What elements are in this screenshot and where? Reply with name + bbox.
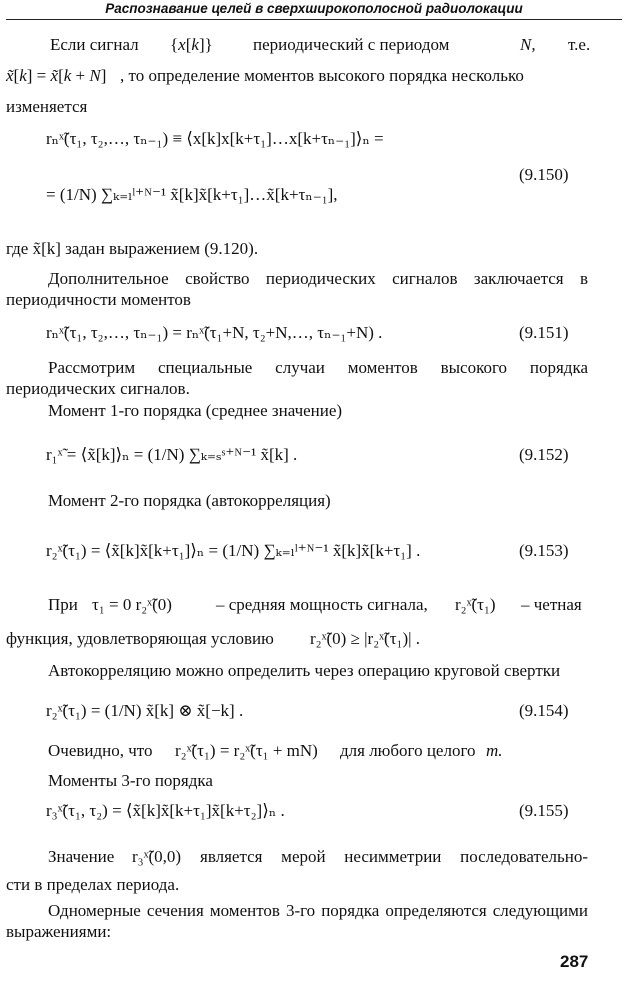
- p3-text: Дополнительное свойство периодических сигналов заключается в периодичности моментов: [6, 269, 588, 309]
- formula-m: m.: [486, 741, 503, 760]
- header-rule: [6, 19, 622, 20]
- formula-N: N,: [520, 35, 536, 54]
- p1-word-esli: Если сигнал: [50, 35, 139, 54]
- p9-text-a: Очевидно, что: [48, 741, 153, 760]
- p6-text: Момент 2-го порядка (автокорреляция): [48, 491, 331, 510]
- p2-text: где x̃[k] задан выражением (9.120).: [6, 239, 259, 258]
- equation-9-150-line2: = (1/N) ∑ₖ₌ₗˡ⁺ᴺ⁻¹ x̃[k]x̃[k+τ₁]…x̃[k+τₙ₋₁],: [46, 185, 338, 204]
- formula-tau-zero: τ₁ = 0 r₂ˣ̃(0): [92, 595, 172, 614]
- p7-text-even: – четная: [521, 595, 582, 614]
- p1-te: т.е.: [568, 35, 591, 54]
- running-header-title: Распознавание целей в сверхширокополосной радиолокации: [105, 1, 523, 16]
- formula-signal: {x[k]}: [170, 35, 213, 54]
- p7-text-line2: функция, удовлетворяющая условию: [6, 629, 274, 648]
- formula-r2-tau: r₂ˣ̃(τ₁): [455, 595, 496, 614]
- formula-periodicity: x̃[k] = x̃[k + N]: [6, 66, 107, 85]
- equation-number-9-150: (9.150): [519, 165, 569, 184]
- equation-number-9-151: (9.151): [519, 323, 569, 342]
- equation-9-150-line1: rₙˣ̃(τ₁, τ₂,…, τₙ₋₁) ≡ ⟨x[k]x[k+τ₁]…x[k+τₙ₋₁]⟩ₙ =: [46, 129, 384, 148]
- equation-9-154: r₂ˣ̃(τ₁) = (1/N) x̃[k] ⊗ x̃[−k] .: [46, 701, 244, 720]
- p12-text: Одномерные сечения моментов 3-го порядка определяются следующими выражениями:: [6, 901, 588, 941]
- formula-periodic-r2: r₂ˣ̃(τ₁) = r₂ˣ̃(τ₁ + mN): [175, 741, 318, 760]
- p10-text: Моменты 3-го порядка: [48, 771, 213, 790]
- p7-word-pri: При: [48, 595, 78, 614]
- equation-number-9-153: (9.153): [519, 541, 569, 560]
- p4-text: Рассмотрим специальные случаи моментов высокого порядка периодических сигналов.: [6, 358, 588, 398]
- page-number: 287: [560, 952, 589, 971]
- p11-text-line2: сти в пределах периода.: [6, 875, 180, 894]
- equation-9-155: r₃ˣ̃(τ₁, τ₂) = ⟨x̃[k]x̃[k+τ₁]x̃[k+τ₂]⟩ₙ .: [46, 801, 285, 820]
- equation-number-9-152: (9.152): [519, 445, 569, 464]
- equation-number-9-155: (9.155): [519, 801, 569, 820]
- p11-text-c: является мерой несимметрии последовательно-: [200, 847, 588, 866]
- p1-text-line3: изменяется: [6, 97, 88, 116]
- p7-text-power: – средняя мощность сигнала,: [216, 595, 428, 614]
- equation-number-9-154: (9.154): [519, 701, 569, 720]
- running-header: [0, 0, 628, 20]
- equation-9-151: rₙˣ̃(τ₁, τ₂,…, τₙ₋₁) = rₙˣ̃(τ₁+N, τ₂+N,…, τₙ₋₁+N) .: [46, 323, 383, 342]
- equation-9-153: r₂ˣ̃(τ₁) = ⟨x̃[k]x̃[k+τ₁]⟩ₙ = (1/N) ∑ₖ₌ₗˡ⁺ᴺ⁻¹ x̃[k]x̃[k+τ₁] .: [46, 541, 421, 560]
- p5-text: Момент 1-го порядка (среднее значение): [48, 401, 343, 420]
- p8-text: Автокорреляцию можно определить через операцию круговой свертки: [48, 661, 561, 680]
- formula-r3-zero: r₃ˣ̃(0,0): [132, 847, 182, 866]
- p11-text-a: Значение: [48, 847, 115, 866]
- formula-inequality: r₂ˣ̃(0) ≥ |r₂ˣ̃(τ₁)| .: [310, 629, 421, 648]
- p9-text-c: для любого целого: [340, 741, 476, 760]
- p1-text-line2: , то определение моментов высокого порядка несколько: [120, 66, 524, 85]
- p1-text-periodic: периодический с периодом: [253, 35, 450, 54]
- equation-9-152: r₁ˣ̃ = ⟨x̃[k]⟩ₙ = (1/N) ∑ₖ₌ₛˢ⁺ᴺ⁻¹ x̃[k] .: [46, 445, 298, 464]
